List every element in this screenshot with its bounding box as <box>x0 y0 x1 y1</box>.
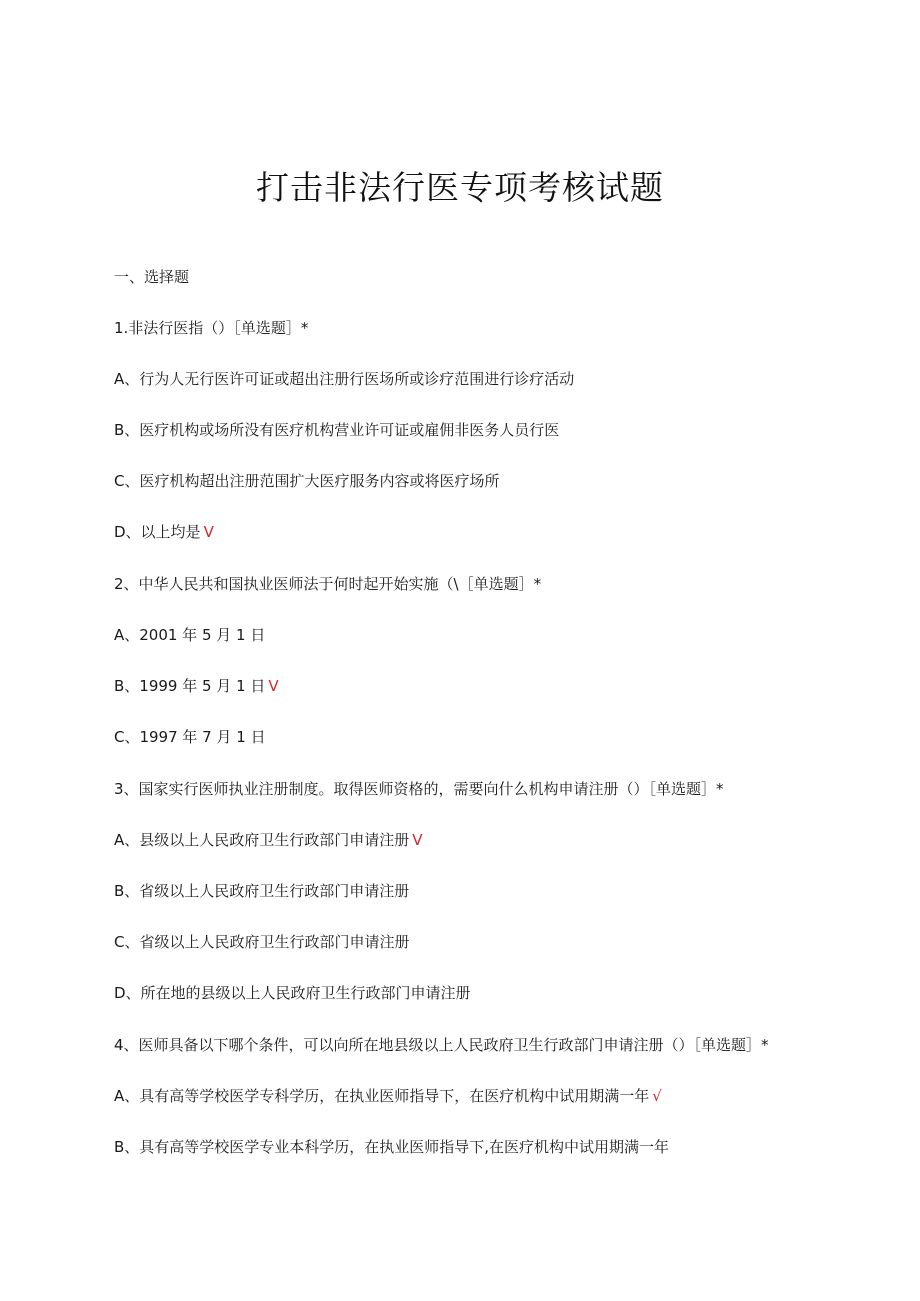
option-text: B、医疗机构或场所没有医疗机构营业许可证或雇佣非医务人员行医 <box>114 421 560 439</box>
option-2c <box>114 726 269 747</box>
question-text: 1.非法行医指（）［单选题］* <box>114 319 309 337</box>
option-2b <box>114 675 279 696</box>
answer-mark: V <box>412 831 423 849</box>
option-text: C、1997 年 7 月 1 日 <box>114 728 266 746</box>
document-title: 打击非法行医专项考核试题 <box>256 168 664 207</box>
option-text: C、医疗机构超出注册范围扩大医疗服务内容或将医疗场所 <box>114 472 500 490</box>
option-text: A、具有高等学校医学专科学历，在执业医师指导下，在医疗机构中试用期满一年 <box>114 1087 650 1105</box>
option-text: B、具有高等学校医学专业本科学历，在执业医师指导下,在医疗机构中试用期满一年 <box>114 1138 670 1156</box>
option-3b <box>114 880 412 901</box>
answer-mark: √ <box>652 1087 662 1105</box>
option-text: B、省级以上人民政府卫生行政部门申请注册 <box>114 882 410 900</box>
option-text: A、2001 年 5 月 1 日 <box>114 626 266 644</box>
option-3c <box>114 931 412 952</box>
option-text: C、省级以上人民政府卫生行政部门申请注册 <box>114 933 410 951</box>
option-2a <box>114 624 268 645</box>
option-text: D、以上均是 <box>114 523 201 541</box>
option-text: D、所在地的县级以上人民政府卫生行政部门申请注册 <box>114 984 471 1002</box>
option-text: A、县级以上人民政府卫生行政部门申请注册 <box>114 831 410 849</box>
answer-mark: V <box>268 677 279 695</box>
question-1 <box>114 317 311 338</box>
question-text: 3、国家实行医师执业注册制度。取得医师资格的，需要向什么机构申请注册（）［单选题］* <box>114 780 724 798</box>
option-text: A、行为人无行医许可证或超出注册行医场所或诊疗范围进行诊疗活动 <box>114 370 575 388</box>
option-4a <box>114 1085 662 1106</box>
question-text: 2、中华人民共和国执业医师法于何时起开始实施（\［单选题］* <box>114 575 542 593</box>
answer-mark: V <box>203 523 214 541</box>
option-text: B、1999 年 5 月 1 日 <box>114 677 266 695</box>
option-3d <box>114 982 474 1003</box>
option-1b <box>114 419 562 440</box>
question-3 <box>114 778 727 799</box>
option-4b <box>114 1136 672 1157</box>
section-heading: 一、选择题 <box>114 268 190 286</box>
option-3a <box>114 829 423 850</box>
option-1a <box>114 368 577 389</box>
question-4 <box>114 1034 772 1055</box>
option-1d <box>114 521 214 542</box>
question-2 <box>114 573 544 594</box>
option-1c <box>114 470 502 491</box>
question-text: 4、医师具备以下哪个条件，可以向所在地县级以上人民政府卫生行政部门申请注册（）［单选题］* <box>114 1036 769 1054</box>
